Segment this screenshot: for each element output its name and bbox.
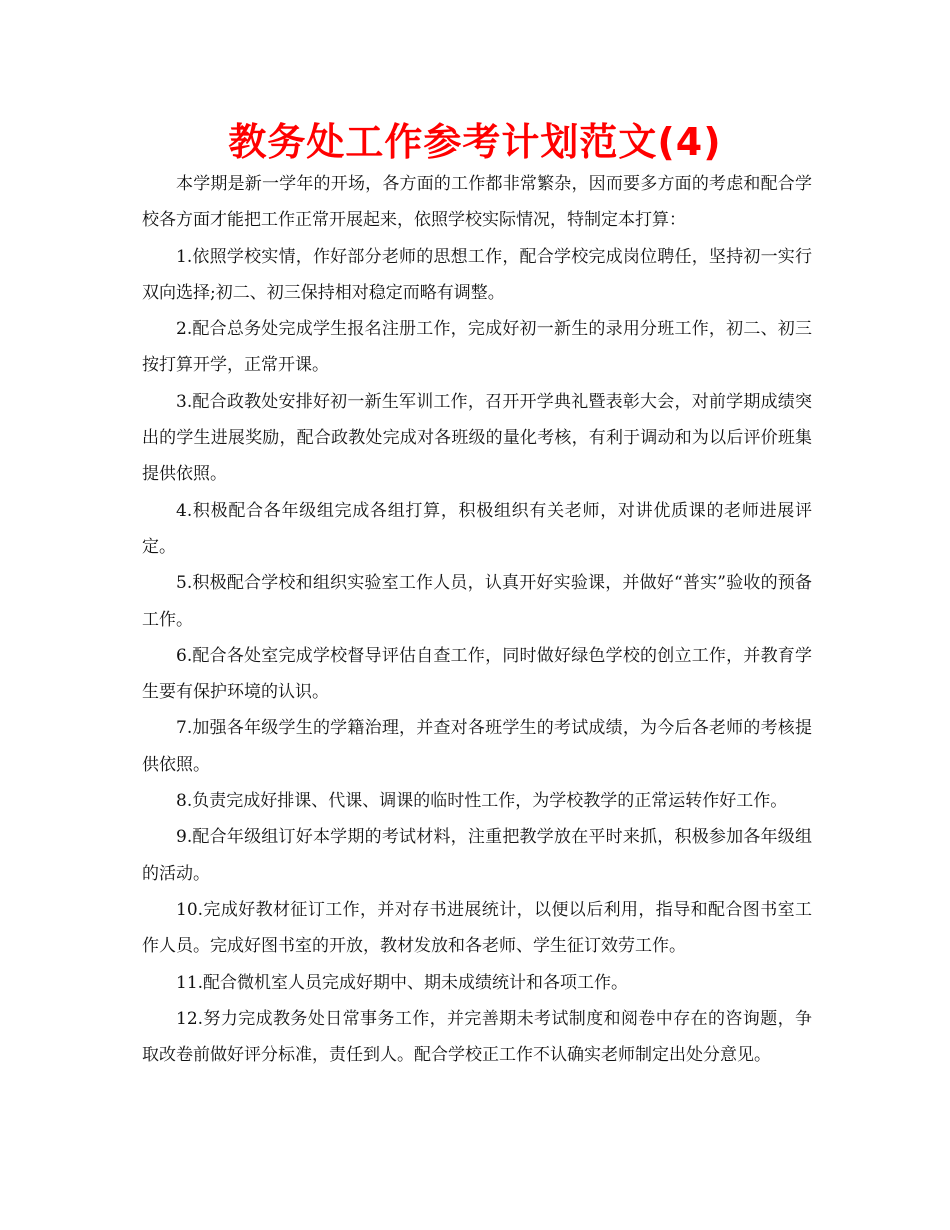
- document-body: [142, 166, 812, 1073]
- paragraph-item-3: 3.配合政教处安排好初一新生军训工作，召开开学典礼暨表彰大会，对前学期成绩突出的学生进展奖励，配合政教处完成对各班级的量化考核，有利于调动和为以后评价班集提供依照。: [142, 391, 812, 485]
- paragraph-intro: 本学期是新一学年的开场，各方面的工作都非常繁杂，因而要多方面的考虑和配合学校各方面才能把工作正常开展起来，依照学校实际情况，特制定本打算：: [142, 174, 812, 231]
- paragraph-item-1: 1.依照学校实情，作好部分老师的思想工作，配合学校完成岗位聘任，坚持初一实行双向选择;初二、初三保持相对稳定而略有调整。: [142, 246, 812, 303]
- paragraph-item-4: 4.积极配合各年级组完成各组打算，积极组织有关老师，对讲优质课的老师进展评定。: [142, 500, 812, 557]
- paragraph-item-9: 9.配合年级组订好本学期的考试材料，注重把教学放在平时来抓，积极参加各年级组的活动。: [142, 827, 812, 884]
- paragraph-item-8: 8.负责完成好排课、代课、调课的临时性工作，为学校教学的正常运转作好工作。: [176, 791, 788, 812]
- paragraph-item-7: 7.加强各年级学生的学籍治理，并查对各班学生的考试成绩，为今后各老师的考核提供依照。: [142, 718, 812, 775]
- paragraph-item-10: 10.完成好教材征订工作，并对存书进展统计，以便以后利用，指导和配合图书室工作人员。完成好图书室的开放，教材发放和各老师、学生征订效劳工作。: [142, 899, 812, 957]
- paragraph-item-11: 11.配合微机室人员完成好期中、期未成绩统计和各项工作。: [176, 972, 629, 993]
- paragraph-item-2: 2.配合总务处完成学生报名注册工作，完成好初一新生的录用分班工作，初二、初三按打算开学，正常开课。: [142, 319, 812, 376]
- paragraph-item-6: 6.配合各处室完成学校督导评估自查工作，同时做好绿色学校的创立工作，并教育学生要有保护环境的认识。: [142, 645, 812, 703]
- document-title: 教务处工作参考计划范文(4): [228, 120, 722, 164]
- paragraph-item-12: 12.努力完成教务处日常事务工作，并完善期未考试制度和阅卷中存在的咨询题，争取改卷前做好评分标准，责任到人。配合学校正工作不认确实老师制定出处分意见。: [142, 1008, 812, 1066]
- paragraph-item-5: 5.积极配合学校和组织实验室工作人员，认真开好实验课，并做好“普实”验收的预备工作。: [142, 573, 812, 630]
